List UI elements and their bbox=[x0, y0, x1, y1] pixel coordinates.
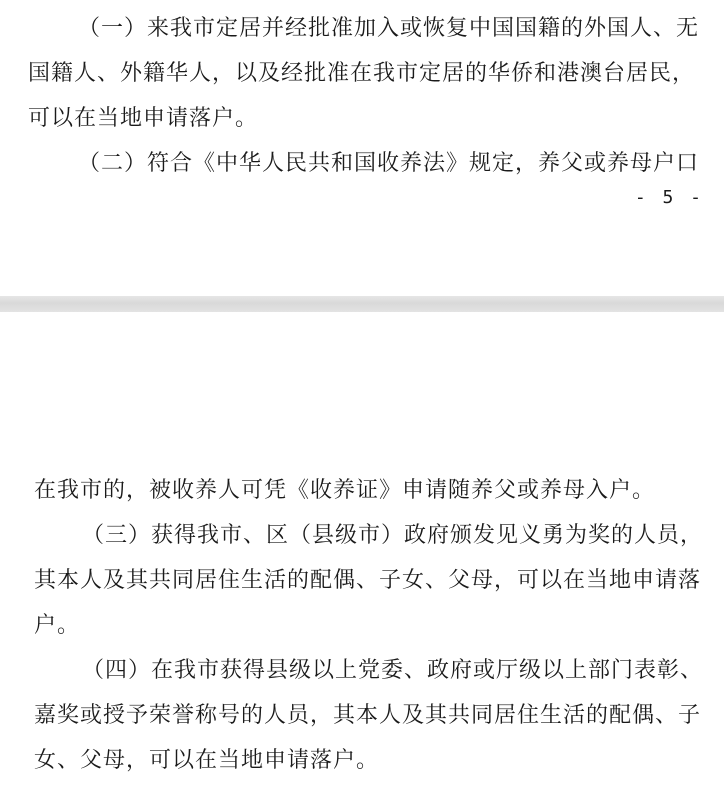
paragraph-4-line-1: （四）在我市获得县级以上党委、政府或厅级以上部门表彰、 bbox=[82, 658, 704, 683]
paragraph-3-line-2: 其本人及其共同居住生活的配偶、子女、父母，可以在当地申请落 bbox=[34, 568, 702, 593]
paragraph-1-line-1: （一）来我市定居并经批准加入或恢复中国国籍的外国人、无 bbox=[78, 16, 700, 41]
document-page-top bbox=[0, 0, 724, 296]
paragraph-1-line-3: 可以在当地申请落户。 bbox=[28, 106, 259, 131]
document-page-bottom bbox=[0, 312, 724, 785]
paragraph-2-line-1: （二）符合《中华人民共和国收养法》规定，养父或养母户口 bbox=[78, 151, 700, 176]
paragraph-1-line-2: 国籍人、外籍华人，以及经批准在我市定居的华侨和港澳台居民， bbox=[28, 61, 696, 86]
paragraph-3-line-3: 户。 bbox=[34, 613, 81, 638]
paragraph-4-line-3: 女、父母，可以在当地申请落户。 bbox=[34, 748, 380, 773]
paragraph-4-line-2: 嘉奖或授予荣誉称号的人员，其本人及其共同居住生活的配偶、子 bbox=[34, 703, 702, 728]
page-separator bbox=[0, 296, 724, 312]
page-number: - 5 - bbox=[634, 187, 704, 208]
paragraph-3-line-1: （三）获得我市、区（县级市）政府颁发见义勇为奖的人员， bbox=[82, 523, 704, 548]
paragraph-2-line-2: 在我市的，被收养人可凭《收养证》申请随养父或养母入户。 bbox=[34, 478, 656, 503]
